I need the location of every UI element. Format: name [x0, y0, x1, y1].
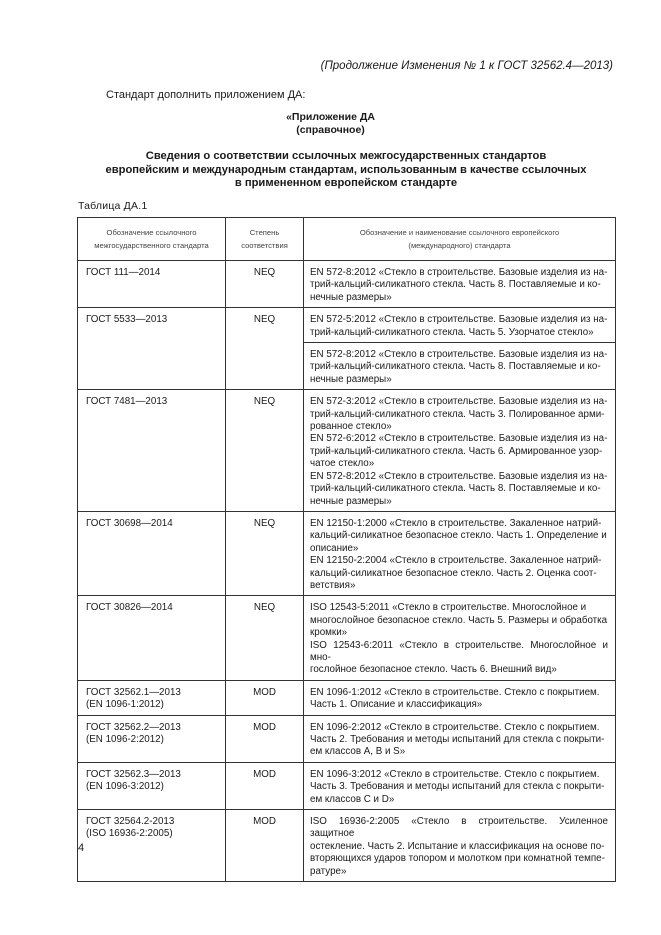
header-degree: Степень соответствия	[226, 218, 304, 261]
reference-cell: ISO 16936-2:2005 «Стекло в строительстве. Усиленное защитное остекление. Часть 2. Испытание и классификация на основе по- вторяющихся ударов топором и молотком при комнатной темпе- ратуре»	[304, 810, 616, 882]
reference-cell: ISO 12543-5:2011 «Стекло в строительстве. Многослойное и многослойное безопасное стекло. Часть 5. Размеры и обработка кромки» ISO 12543-6:2011 «Стекло в строительстве. Многослойное и мно- гослойное безопасное стекло. Часть 6. Внешний вид»	[304, 596, 616, 680]
standard-cell: ГОСТ 32562.2—2013 (EN 1096-2:2012)	[78, 715, 226, 762]
document-title	[70, 150, 622, 191]
title-line: в примененном европейском стандарте	[234, 177, 458, 189]
degree-cell: MOD	[226, 810, 304, 882]
standard-cell: ГОСТ 30826—2014	[78, 596, 226, 680]
table-row	[78, 511, 616, 595]
standard-cell: ГОСТ 7481—2013	[78, 390, 226, 512]
degree-cell: MOD	[226, 680, 304, 715]
standard-cell: ГОСТ 111—2014	[78, 261, 226, 308]
header-reference: Обозначение и наименование ссылочного европейского (международного) стандарта	[304, 218, 616, 261]
table-row	[78, 596, 616, 680]
degree-cell: NEQ	[226, 511, 304, 595]
intro-text: Стандарт дополнить приложением ДА:	[106, 89, 306, 101]
table-row	[78, 308, 616, 343]
standard-cell: ГОСТ 32564.2-2013 (ISO 16936-2:2005)	[78, 810, 226, 882]
degree-cell: NEQ	[226, 308, 304, 390]
degree-cell: NEQ	[226, 261, 304, 308]
reference-cell: EN 12150-1:2000 «Стекло в строительстве. Закаленное натрий- кальций-силикатное безопасное стекло. Часть 1. Определение и описание» EN 12150-2:2004 «Стекло в строительстве. Закаленное натрий- кальций-силикатное безопасное стекло. Часть 2. Оценка соот- ветствия»	[304, 511, 616, 595]
table-header-row	[78, 218, 616, 261]
reference-cell: EN 1096-2:2012 «Стекло в строительстве. Стекло с покрытием. Часть 2. Требования и методы испытаний для стекла с покрыти- ем классов A, B и S»	[304, 715, 616, 762]
reference-cell: EN 572-8:2012 «Стекло в строительстве. Базовые изделия из на- трий-кальций-силикатного стекла. Часть 8. Поставляемые и ко- нечные размеры»	[304, 261, 616, 308]
standard-cell: ГОСТ 32562.1—2013 (EN 1096-1:2012)	[78, 680, 226, 715]
reference-cell: EN 572-3:2012 «Стекло в строительстве. Базовые изделия из на- трий-кальций-силикатного стекла. Часть 3. Полированное арми- рованное стекло» EN 572-6:2012 «Стекло в строительстве. Базовые изделия из на- трий-кальций-силикатного стекла. Часть 6. Армированное узор- чатое стекло» EN 572-8:2012 «Стекло в строительстве. Базовые изделия из на- трий-кальций-силикатного стекла. Часть 8. Поставляемые и ко- нечные размеры»	[304, 390, 616, 512]
reference-cell: EN 572-5:2012 «Стекло в строительстве. Базовые изделия из на- трий-кальций-силикатного стекла. Часть 5. Узорчатое стекло»	[304, 308, 616, 343]
standard-cell: ГОСТ 30698—2014	[78, 511, 226, 595]
reference-cell: EN 572-8:2012 «Стекло в строительстве. Базовые изделия из на- трий-кальций-силикатного стекла. Часть 8. Поставляемые и ко- нечные размеры»	[304, 343, 616, 390]
table-row	[78, 680, 616, 715]
correspondence-table	[77, 217, 616, 882]
table-row	[78, 390, 616, 512]
table-row	[78, 762, 616, 809]
page-number: 4	[78, 842, 85, 854]
table-caption: Таблица ДА.1	[78, 200, 148, 212]
reference-cell: EN 1096-3:2012 «Стекло в строительстве. Стекло с покрытием. Часть 3. Требования и методы испытаний для стекла с покрыти- ем классов C и D»	[304, 762, 616, 809]
continuation-header: (Продолжение Изменения № 1 к ГОСТ 32562.4—2013)	[320, 60, 613, 72]
appendix-title: «Приложение ДА	[286, 111, 375, 123]
title-line: европейским и международным стандартам, использованным в качестве ссылочных	[105, 163, 587, 176]
appendix-heading	[0, 111, 661, 137]
degree-cell: NEQ	[226, 390, 304, 512]
title-line: Сведения о соответствии ссылочных межгосударственных стандартов	[145, 150, 547, 162]
table-row	[78, 810, 616, 882]
standard-cell: ГОСТ 32562.3—2013 (EN 1096-3:2012)	[78, 762, 226, 809]
header-standard: Обозначение ссылочного межгосударственного стандарта	[78, 218, 226, 261]
reference-cell: EN 1096-1:2012 «Стекло в строительстве. Стекло с покрытием. Часть 1. Описание и классификация»	[304, 680, 616, 715]
degree-cell: NEQ	[226, 596, 304, 680]
degree-cell: MOD	[226, 762, 304, 809]
degree-cell: MOD	[226, 715, 304, 762]
appendix-subtitle: (справочное)	[296, 124, 365, 136]
standard-cell: ГОСТ 5533—2013	[78, 308, 226, 390]
table-row	[78, 261, 616, 308]
table-row	[78, 715, 616, 762]
